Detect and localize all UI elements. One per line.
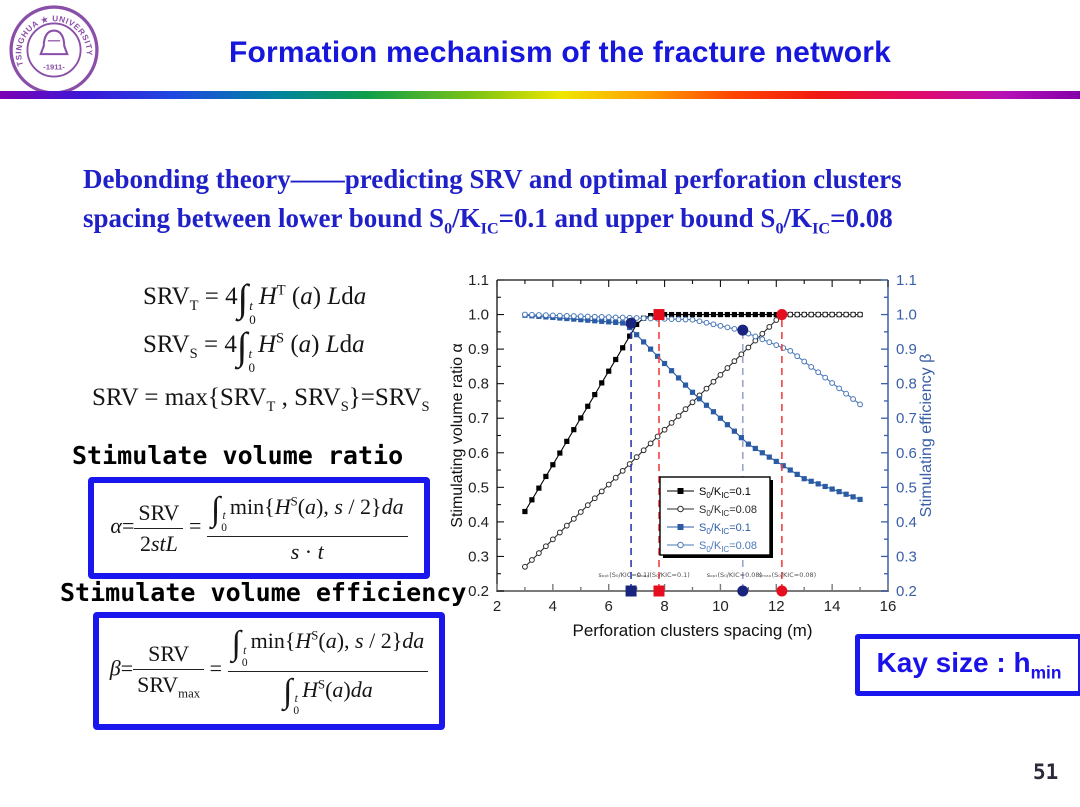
svg-text:8: 8: [660, 598, 669, 615]
beta-formula-box: [93, 612, 445, 730]
page-number: 51: [1033, 760, 1059, 784]
svg-text:0.5: 0.5: [468, 479, 489, 497]
svg-text:0.8: 0.8: [896, 375, 917, 393]
svg-text:4: 4: [548, 598, 558, 615]
svg-text:14: 14: [823, 598, 841, 615]
svg-text:sₘₐₓ(S₀/KIC=0.08): sₘₐₓ(S₀/KIC=0.08): [758, 571, 817, 579]
page-title: Formation mechanism of the fracture network: [228, 36, 892, 69]
svg-text:1.1: 1.1: [468, 272, 489, 289]
svg-text:0.6: 0.6: [896, 444, 917, 462]
svg-text:0.7: 0.7: [896, 410, 917, 428]
rainbow-divider: [0, 91, 1080, 99]
svg-text:0.8: 0.8: [468, 375, 489, 393]
y-right-title: Stimulating efficiency β: [918, 353, 935, 518]
formula-srv-s: $SRV_S = 4\int$ t 0 $H^S$ (a) Lda: [143, 325, 365, 375]
legend: [660, 477, 773, 558]
svg-text:sₒₚₜ(S₀/KIC=0.08): sₒₚₜ(S₀/KIC=0.08): [706, 571, 763, 579]
svg-text:sₘₐₓ(S₀/KIC=0.1): sₘₐₓ(S₀/KIC=0.1): [636, 571, 690, 579]
university-logo: [8, 4, 100, 96]
svg-text:6: 6: [604, 598, 613, 615]
alpha-formula-box: [88, 477, 430, 579]
svg-text:0.4: 0.4: [896, 513, 917, 531]
svg-text:sₒₚₜ(S₀/KIC=0.1): sₒₚₜ(S₀/KIC=0.1): [598, 571, 650, 579]
key-size-box: [855, 634, 1080, 696]
svg-text:1.0: 1.0: [896, 306, 917, 324]
svg-text:10: 10: [712, 598, 729, 615]
svg-text:0.2: 0.2: [896, 583, 917, 600]
svg-text:16: 16: [879, 598, 897, 615]
series-beta-s0-kic-0.1: [522, 313, 862, 502]
svg-text:1.0: 1.0: [468, 306, 489, 324]
svg-text:0.2: 0.2: [468, 583, 489, 600]
logo-year: -1911-: [43, 62, 65, 72]
axis-annotations: [598, 571, 816, 579]
subtitle: Debonding theory——predicting SRV and optimal perforation clusters spacing between lower bound $S_0/K_{IC}=0.1$ and upper bound $S_0/K_{IC}=0.08$: [83, 164, 902, 238]
svg-text:S0/KIC=0.1: $S_0/K_{IC}=0.1$: [699, 522, 751, 536]
svg-text:1.1: 1.1: [896, 272, 917, 289]
svg-text:0.7: 0.7: [468, 410, 489, 428]
svg-text:0.4: 0.4: [468, 513, 489, 531]
efficiency-label: Stimulate volume efficiency: [60, 578, 467, 607]
svg-text:S0/KIC=0.08: $S_0/K_{IC}=0.08$: [699, 540, 758, 554]
beta-formula: β= $\frac{\text{SRV}}{SRV_{max}}$ = ∫ t 0 $\min\{H^S(a)$, s / 2}da ∫ t 0 $H^S(a)da$: [110, 625, 429, 716]
formula-srv-t: $SRV_T = 4\int$ t 0 $H^T$ (a) Lda: [143, 277, 367, 327]
svg-text:0.6: 0.6: [468, 444, 489, 462]
y-left-title: Stimulating volume ratio α: [450, 343, 466, 528]
svg-text:0.9: 0.9: [468, 341, 489, 359]
svg-text:0.3: 0.3: [896, 548, 917, 566]
svg-text:0.3: 0.3: [468, 548, 489, 566]
chart-svg: [450, 264, 950, 652]
chart: [450, 264, 950, 652]
svg-text:S0/KIC=0.1: $S_0/K_{IC}=0.1$: [699, 486, 751, 500]
svg-text:2: 2: [492, 598, 502, 615]
ratio-label: Stimulate volume ratio: [72, 441, 404, 470]
svg-text:0.9: 0.9: [896, 341, 917, 359]
svg-text:12: 12: [767, 598, 785, 615]
formula-srv-max: SRV = $\max\{SRV_T$ , $SRV_S\}=SRV_S$: [92, 384, 430, 415]
alpha-formula: α= $\frac{\text{SRV}}{\text{2stL}}$ = ∫ t 0 $\min\{H^S(a)$, s / 2}da s · t: [110, 491, 407, 565]
x-axis: [493, 280, 897, 615]
logo-ring-text: TSINGHUA ★ UNIVERSITY: [14, 14, 94, 68]
svg-text:0.5: 0.5: [896, 479, 917, 497]
key-size-label: Kay size : $h_{min}$: [876, 646, 1062, 683]
svg-text:S0/KIC=0.08: $S_0/K_{IC}=0.08$: [699, 504, 758, 518]
x-axis-title: Perforation clusters spacing (m): [572, 621, 813, 640]
